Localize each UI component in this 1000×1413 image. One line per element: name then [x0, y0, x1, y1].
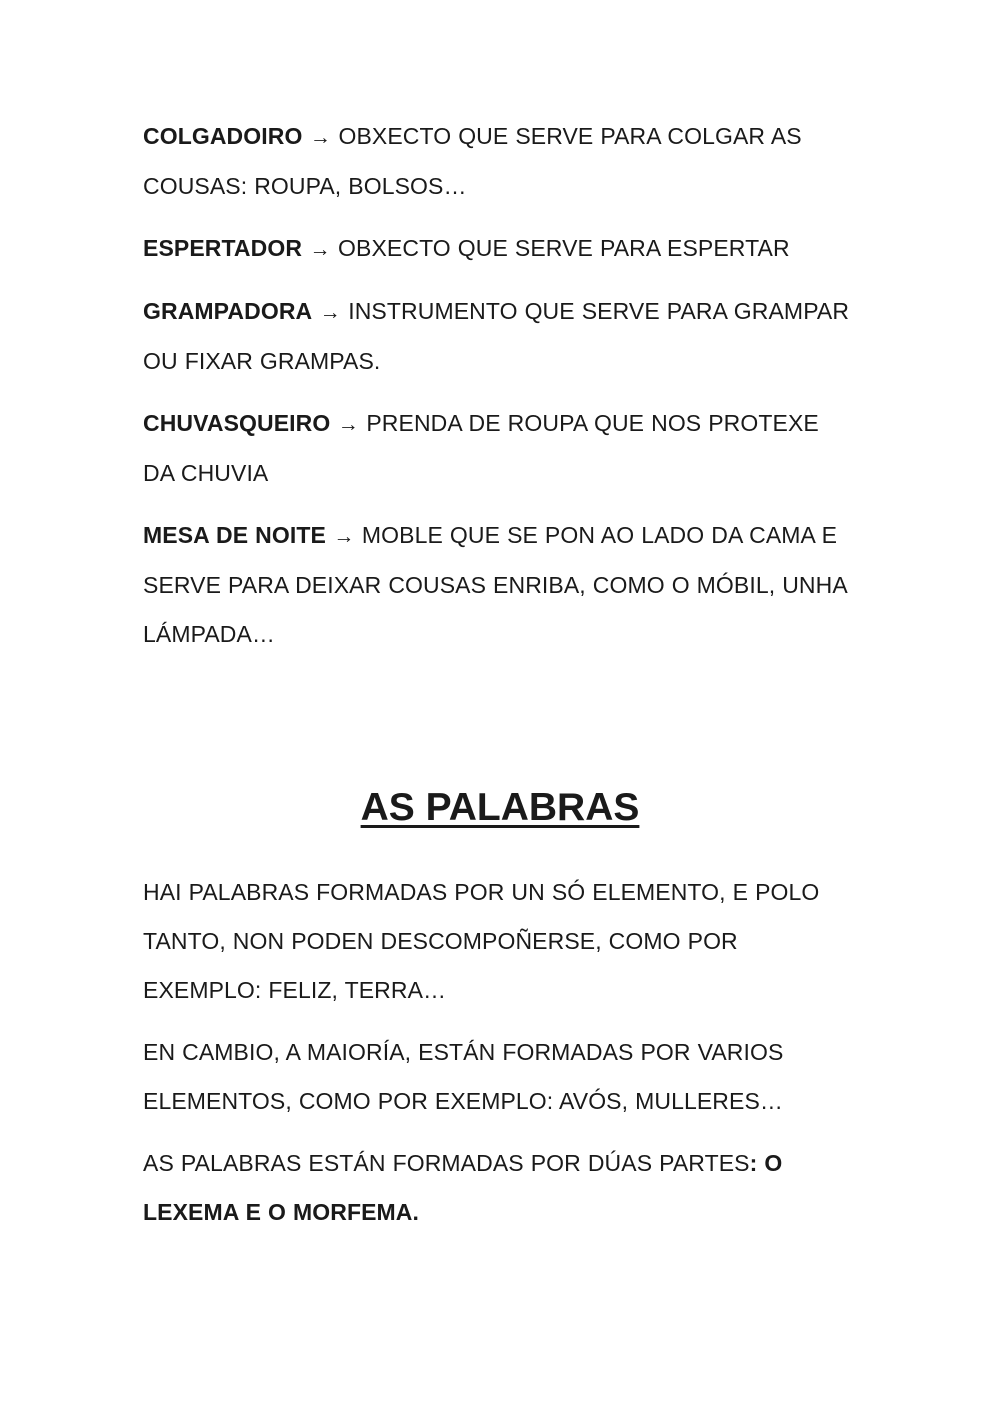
definition-term: COLGADOIRO [143, 123, 303, 149]
definition-term: ESPERTADOR [143, 235, 303, 261]
definition-text: PRENDA DE ROUPA QUE NOS PROTEXE DA CHUVIA [143, 410, 819, 486]
definition-text: INSTRUMENTO QUE SERVE PARA GRAMPAR OU FIXAR GRAMPAS. [143, 298, 850, 374]
arrow-right-icon: → [337, 413, 359, 436]
definitions-list [143, 112, 855, 672]
arrow-right-icon: → [309, 126, 331, 149]
definition-text: OBXECTO QUE SERVE PARA COLGAR AS COUSAS: ROUPA, BOLSOS… [143, 123, 802, 199]
definition-mesa-de-noite [143, 511, 855, 659]
definition-term: CHUVASQUEIRO [143, 410, 331, 436]
arrow-right-icon: → [309, 238, 331, 261]
definition-text: MOBLE QUE SE PON AO LADO DA CAMA E SERVE PARA DEIXAR COUSAS ENRIBA, COMO O MÓBIL, UNHA LÁMPADA… [143, 522, 847, 647]
paragraph-word-parts-emphasis: : O LEXEMA E O MORFEMA. [143, 1150, 783, 1225]
paragraph-multiple-elements: EN CAMBIO, A MAIORÍA, ESTÁN FORMADAS POR VARIOS ELEMENTOS, COMO POR EXEMPLO: AVÓS, MULLERES… [143, 1039, 784, 1114]
definition-term: GRAMPADORA [143, 298, 313, 324]
definition-chuvasqueiro [143, 399, 855, 498]
definition-term: MESA DE NOITE [143, 522, 326, 548]
definition-espertador [143, 224, 855, 274]
section-title: AS PALABRAS [360, 786, 640, 829]
paragraph-word-parts-lead: AS PALABRAS ESTÁN FORMADAS POR DÚAS PARTES [143, 1150, 750, 1176]
definition-text: OBXECTO QUE SERVE PARA ESPERTAR [338, 235, 790, 261]
arrow-right-icon: → [319, 301, 341, 324]
section-body [143, 868, 855, 1250]
definition-grampadora [143, 287, 855, 386]
paragraph-single-element: HAI PALABRAS FORMADAS POR UN SÓ ELEMENTO, E POLO TANTO, NON PODEN DESCOMPOÑERSE, COMO POR EXEMPLO: FELIZ, TERRA… [143, 879, 820, 1003]
definition-colgadoiro [143, 112, 855, 211]
paragraph-word-parts [143, 1139, 855, 1237]
arrow-right-icon: → [333, 525, 355, 548]
